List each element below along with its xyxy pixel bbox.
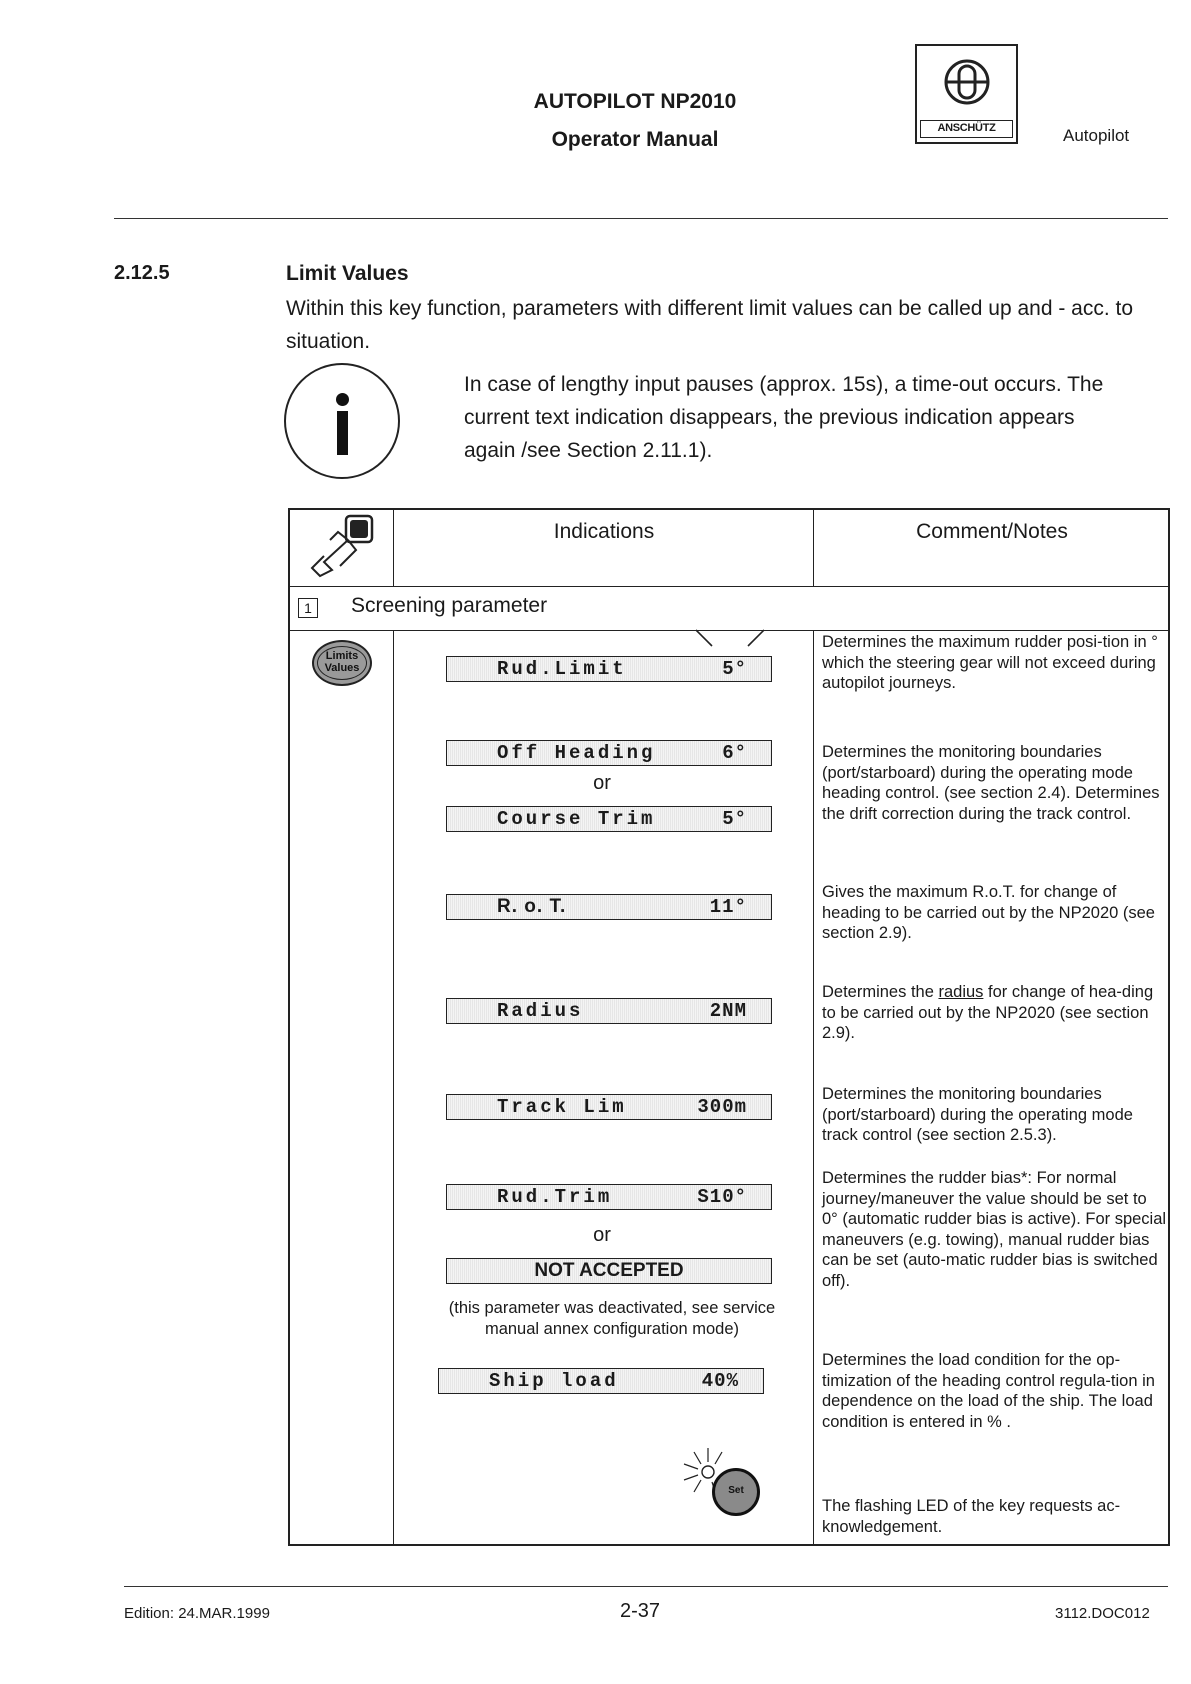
- set-key: [712, 1468, 760, 1516]
- display-value: 40%: [701, 1370, 739, 1392]
- or-text: or: [593, 1224, 611, 1246]
- display-value: 300m: [697, 1096, 747, 1118]
- comment-ship-load: Determines the load condition for the op-timization of the heading control regula-tion in dependence on the load of the ship. The load condition is entered in % .: [822, 1351, 1155, 1431]
- comment-underlined-term: radius: [938, 983, 984, 1001]
- display-label: R. o. T.: [497, 896, 567, 917]
- section-number: 2.12.5: [114, 262, 170, 284]
- anschutz-logo: [915, 44, 1018, 144]
- display-value: S10°: [697, 1186, 747, 1208]
- or-text: or: [593, 772, 611, 794]
- display-label: Track Lim: [497, 1096, 627, 1118]
- display-not-accepted: NOT ACCEPTED: [446, 1258, 772, 1284]
- display-track-lim: [446, 1094, 772, 1120]
- header-category: Autopilot: [1063, 126, 1130, 145]
- footer-page-number: 2-37: [619, 1600, 661, 1622]
- comment-radius: [822, 982, 1167, 1044]
- display-label: Rud.Trim: [497, 1186, 613, 1208]
- comment-rot: Gives the maximum R.o.T. for change of heading to be carried out by the NP2020 (see section 2.9).: [822, 883, 1155, 942]
- display-rud-trim: [446, 1184, 772, 1210]
- info-icon: [284, 363, 400, 479]
- hand-pressing-key-icon: [290, 510, 390, 586]
- deactivated-note: (this parameter was deactivated, see service manual annex configuration mode): [448, 1299, 776, 1338]
- header-rule: [114, 218, 1168, 219]
- display-label: Rud.Limit: [497, 658, 627, 680]
- column-header-indications: Indications: [553, 520, 655, 543]
- section-title: Limit Values: [286, 262, 409, 285]
- step-label: Screening parameter: [351, 594, 548, 617]
- display-rud-limit: [446, 656, 772, 682]
- display-ship-load: [438, 1368, 764, 1394]
- display-value: 2NM: [709, 1000, 747, 1022]
- display-label: Radius: [497, 1000, 584, 1022]
- comment-track-lim: Determines the monitoring boundaries (port/starboard) during the operating mode track control (see section 2.5.3).: [822, 1085, 1133, 1144]
- display-label: Off Heading: [497, 742, 656, 764]
- logo-brand-text: ANSCHÜTZ: [920, 120, 1013, 138]
- step-number-box: 1: [298, 598, 318, 618]
- footer-rule: [124, 1586, 1168, 1587]
- key-label-values: Values: [324, 662, 360, 674]
- display-value: 11°: [709, 896, 747, 918]
- display-rot: [446, 894, 772, 920]
- set-key-label: Set: [728, 1485, 744, 1496]
- display-course-trim: [446, 806, 772, 832]
- section-intro: Within this key function, parameters with different limit values can be called up and - acc. to situation.: [286, 297, 1134, 353]
- manual-title: AUTOPILOT NP2010: [533, 90, 737, 113]
- limits-values-key: [312, 640, 372, 686]
- display-label: Ship load: [489, 1370, 619, 1392]
- logo-emblem-icon: [917, 46, 1017, 126]
- comment-text: Determines the: [822, 983, 939, 1001]
- adjust-arrows-icon: [692, 628, 772, 654]
- display-radius: [446, 998, 772, 1024]
- comment-set-key: The flashing LED of the key requests ac-knowledgement.: [822, 1497, 1121, 1536]
- comment-text: for change of hea-ding to be carried out by the NP2020 (see section 2.9).: [822, 983, 1154, 1042]
- display-label: Course Trim: [497, 808, 656, 830]
- manual-subtitle: Operator Manual: [551, 128, 719, 151]
- column-header-comments: Comment/Notes: [916, 520, 1068, 543]
- display-value: 5°: [722, 658, 747, 680]
- display-value: 6°: [722, 742, 747, 764]
- comment-rud-trim: Determines the rudder bias*: For normal journey/maneuver the value should be set to 0° (automatic rudder bias is active). For special maneuvers (e.g. towing), manual rudder bias can be set (auto-matic rudder bias is switched off).: [822, 1169, 1167, 1290]
- display-value: 5°: [722, 808, 747, 830]
- footer-edition: Edition: 24.MAR.1999: [124, 1605, 270, 1622]
- display-off-heading: [446, 740, 772, 766]
- footer-doc-id: 3112.DOC012: [1055, 1605, 1150, 1622]
- comment-rud-limit: Determines the maximum rudder posi-tion in ° which the steering gear will not exceed during autopilot journeys.: [822, 633, 1158, 692]
- comment-off-heading: Determines the monitoring boundaries (port/starboard) during the operating mode heading control. (see section 2.4). Determines the drift correction during the track control.: [822, 743, 1160, 823]
- key-label-limits: Limits: [325, 650, 359, 662]
- info-note: In case of lengthy input pauses (approx. 15s), a time-out occurs. The current text indication disappears, the previous indication appears again /see Section 2.11.1).: [464, 373, 1104, 462]
